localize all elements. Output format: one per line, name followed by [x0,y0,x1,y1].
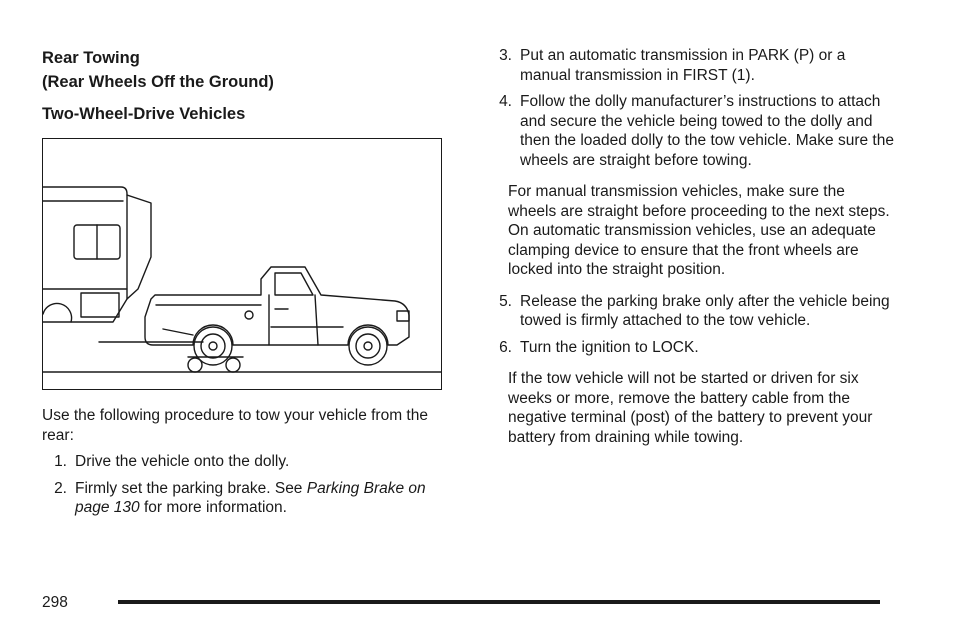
motorhome-door [81,293,119,317]
step-text: Drive the vehicle onto the dolly. [75,453,290,470]
steps-list-left [42,452,442,518]
step-number: 1. [54,453,67,470]
list-item [487,292,897,331]
step-number: 3. [499,47,512,64]
page-number: 298 [42,594,68,611]
cross-reference-link[interactable]: Parking Brake on page 130 [75,479,426,516]
list-item [487,92,897,170]
heading-line-2: (Rear Wheels Off the Ground) [42,73,274,91]
step-number: 4. [499,93,512,110]
motorhome-rear [127,195,151,299]
rear-towing-illustration [42,138,442,390]
steps-list-right [487,46,897,170]
motorhome-wheel-arch [43,303,72,322]
front-wheel [349,327,387,365]
subsection-heading: Two-Wheel-Drive Vehicles [42,105,246,123]
footer-rule [118,600,880,604]
step-text: Firmly set the parking brake. See Parking Brake on page 130 for more information. [75,479,426,516]
steps-list-right-2 [487,292,897,358]
heading-line-1: Rear Towing [42,49,140,67]
step-text: Follow the dolly manufacturer’s instructions to attach and secure the vehicle being towed to the dolly and then the loaded dolly to the tow vehicle. Make sure the wheels are straight before towing. [520,93,894,169]
list-item [42,452,442,472]
right-column [487,46,897,447]
towing-diagram [43,139,442,390]
section-heading [42,46,442,94]
motorhome-body [43,187,127,322]
headlight [397,311,409,321]
dolly-wheel-1 [188,358,202,372]
step-text: Turn the ignition to LOCK. [520,338,699,356]
step-6-note: If the tow vehicle will not be started or driven for six weeks or more, remove the battery cable from the negative terminal (post) of the battery to prevent your battery from draining while towing. [508,370,873,446]
step-number: 5. [499,292,512,310]
step-4-note: For manual transmission vehicles, make sure the wheels are straight before proceeding to the next steps. On automatic transmission vehicles, use an adequate clamping device to ensure that the front wheels are locked into the straight position. [508,183,890,278]
step-number: 2. [54,479,67,497]
step-number: 6. [499,338,512,356]
left-column [42,46,442,518]
list-item [487,338,897,358]
list-item [487,46,897,85]
dolly-wheel-2 [226,358,240,372]
list-item [42,479,442,518]
step-text: Put an automatic transmission in PARK (P) or a manual transmission in FIRST (1). [520,47,846,84]
intro-text: Use the following procedure to tow your vehicle from the rear: [42,407,428,444]
step-text: Release the parking brake only after the vehicle being towed is firmly attached to the tow vehicle. [520,292,890,329]
pickup-window [275,273,313,295]
